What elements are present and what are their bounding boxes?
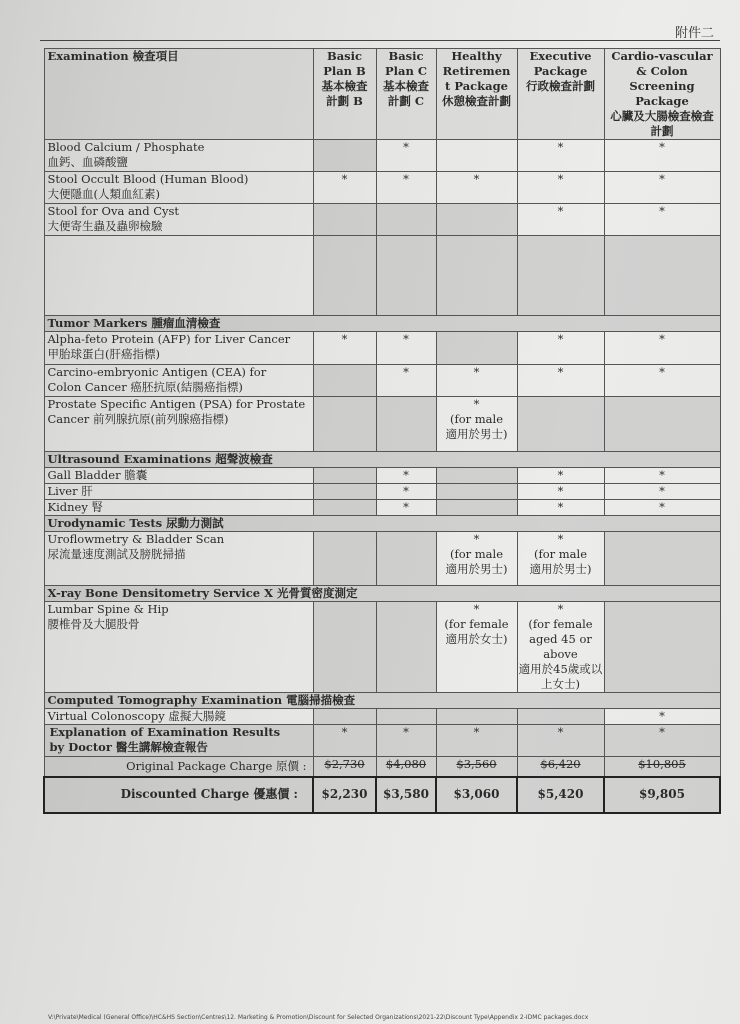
header-plan-c: Basic Plan C 基本檢查計劃 C bbox=[376, 49, 436, 140]
table-row: Gall Bladder 膽囊 * * * bbox=[44, 468, 720, 484]
uro-healthy-cell: * (for male 適用於男士) bbox=[436, 532, 517, 586]
section-tumor-markers: Tumor Markers 腫瘤血清檢查 bbox=[44, 316, 720, 332]
table-row: Carcino-embryonic Antigen (CEA) for Colon Cancer 癌胚抗原(結腸癌指標) * * * * bbox=[44, 365, 720, 397]
psa-healthy-cell: * (for male 適用於男士) bbox=[436, 397, 517, 452]
table-header-row bbox=[44, 49, 720, 140]
discounted-charge-row: Discounted Charge 優惠價 : $2,230 $3,580 $3,060 $5,420 $9,805 bbox=[44, 777, 720, 813]
section-urodynamic: Urodynamic Tests 尿動力測試 bbox=[44, 516, 720, 532]
table-row: Stool Occult Blood (Human Blood) 大便隱血(人類血紅素) * * * * * bbox=[44, 172, 720, 204]
original-charge-row: Original Package Charge 原價 : $2,730 $4,080 $3,560 $6,420 $10,805 bbox=[44, 757, 720, 777]
table-row-explanation: Explanation of Examination Results by Doctor 醫生講解檢查報告 * * * * * bbox=[44, 725, 720, 757]
section-ct: Computed Tomography Examination 電腦掃描檢查 bbox=[44, 693, 720, 709]
table-row: Kidney 腎 * * * bbox=[44, 500, 720, 516]
section-ultrasound: Ultrasound Examinations 超聲波檢查 bbox=[44, 452, 720, 468]
table-row: Prostate Specific Antigen (PSA) for Prostate Cancer 前列腺抗原(前列腺癌指標) * (for male 適用於男士) bbox=[44, 397, 720, 452]
header-rule bbox=[40, 40, 720, 41]
table-row: Blood Calcium / Phosphate 血鈣、血磷酸鹽 * * * bbox=[44, 140, 720, 172]
table-row: Alpha-feto Protein (AFP) for Liver Cancer 甲胎球蛋白(肝癌指標) * * * * bbox=[44, 332, 720, 365]
table-row: Liver 肝 * * * bbox=[44, 484, 720, 500]
header-plan-b: Basic Plan B 基本檢查計劃 B bbox=[313, 49, 376, 140]
header-executive: Executive Package 行政檢查計劃 bbox=[517, 49, 604, 140]
uro-executive-cell: * (for male 適用於男士) bbox=[517, 532, 604, 586]
xray-executive-cell: * (for female aged 45 or above 適用於45歲或以上女士) bbox=[518, 602, 603, 691]
table-row: Stool for Ova and Cyst 大便寄生蟲及蟲卵檢驗 * * bbox=[44, 204, 720, 236]
header-healthy-retirement: Healthy Retiremen t Package 休憩檢查計劃 bbox=[436, 49, 517, 140]
xray-healthy-cell: * (for female 適用於女士) bbox=[436, 602, 517, 693]
section-xray: X-ray Bone Densitometry Service X 光骨質密度測定 bbox=[44, 586, 720, 602]
header-cardio-colon: Cardio-vascular & Colon Screening Package 心臟及大腸檢查檢查計劃 bbox=[604, 49, 720, 140]
footer-file-path: V:\Private\Medical (General Office)\HC&HS Section\Centres\12. Marketing & Promotion\Discount for Selected Organizations\2021-22\Discount Type\Appendix 2-IDMC packages.docx bbox=[48, 1014, 589, 1021]
table-row: Virtual Colonoscopy 虛擬大腸鏡 * bbox=[44, 709, 720, 725]
table-row: Lumbar Spine & Hip 腰椎骨及大腿股骨 * (for female 適用於女士) * (for female aged 45 or above 適用於45歲或以上女士) bbox=[44, 602, 720, 693]
table-row: Uroflowmetry & Bladder Scan 尿流量速度測試及膀胱掃描 * (for male 適用於男士) * (for male 適用於男士) bbox=[44, 532, 720, 586]
annex-label: 附件二 bbox=[675, 26, 715, 41]
examination-table bbox=[43, 48, 721, 814]
empty-row bbox=[44, 236, 720, 316]
header-examination: Examination 檢查項目 bbox=[44, 49, 313, 140]
